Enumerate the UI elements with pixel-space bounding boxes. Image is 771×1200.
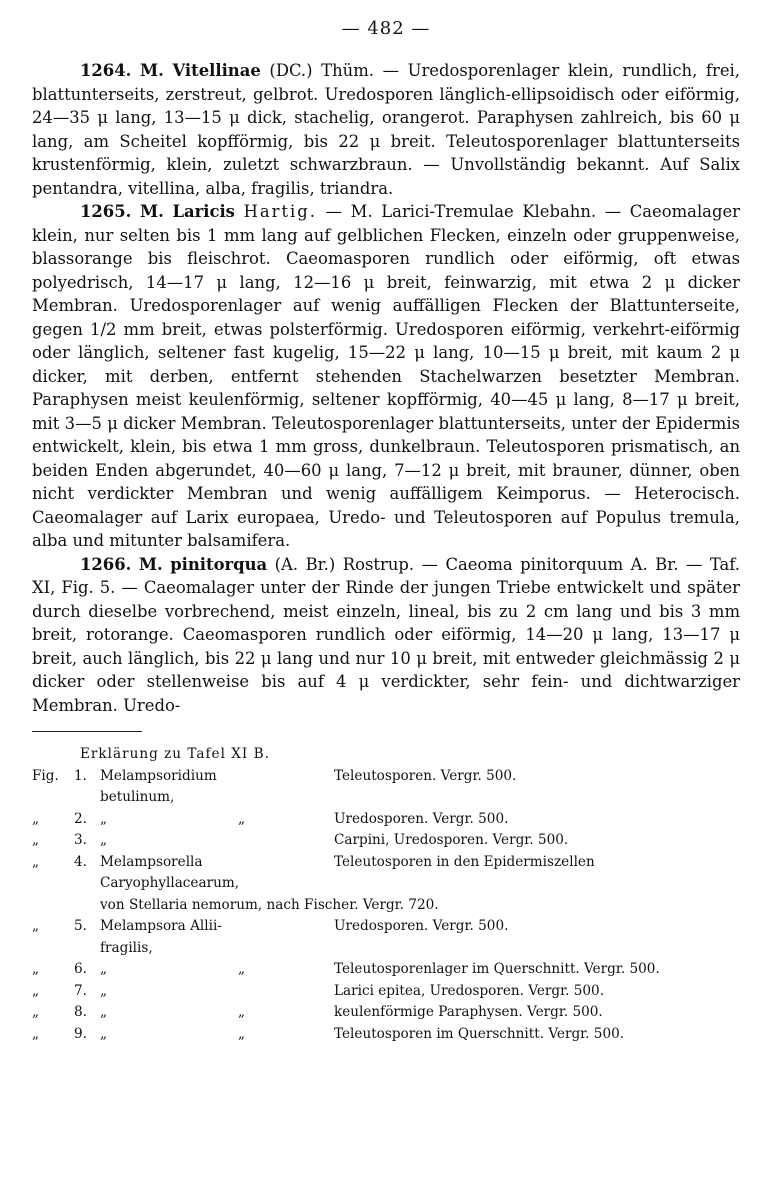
footnote-divider [32, 731, 142, 732]
legend-row [32, 916, 740, 959]
legend-label: „ [32, 832, 40, 848]
legend-rows [32, 766, 740, 1046]
legend-description: keulenförmige Paraphysen. Vergr. 500. [334, 1004, 603, 1020]
legend-description: Teleutosporenlager im Querschnitt. Vergr. 500. [334, 961, 660, 977]
legend-label: „ [32, 853, 40, 870]
legend-ditto: „ [238, 810, 246, 827]
legend-species: „ [100, 1025, 108, 1042]
legend-row [32, 766, 740, 809]
author: Hartig. [243, 202, 317, 221]
entry-number: 1264. [80, 61, 132, 80]
legend-species: „ [100, 832, 108, 848]
legend-row [32, 852, 740, 895]
legend-figure-number: 2. [74, 810, 87, 827]
entry-1264 [32, 59, 740, 200]
genus: M. [139, 61, 164, 80]
legend-description: Teleutosporen im Querschnitt. Vergr. 500. [334, 1025, 625, 1042]
legend-figure-number: 6. [74, 961, 87, 977]
author: (DC.) Thüm. [269, 61, 374, 80]
legend-ditto [238, 766, 334, 809]
legend-ditto: „ [238, 961, 246, 977]
legend-ditto [238, 830, 334, 852]
species-name: Vitellinae [172, 61, 261, 80]
legend-ditto: „ [238, 1004, 246, 1020]
legend-species: „ [100, 961, 108, 977]
legend-figure-number: 8. [74, 1004, 87, 1020]
legend-label: „ [32, 918, 40, 934]
legend-species: „ [100, 810, 108, 827]
legend-figure-number: 3. [74, 832, 87, 848]
legend-description: Uredosporen. Vergr. 500. [334, 918, 509, 934]
legend-row [32, 959, 740, 981]
entry-text: — M. Larici-Tremulae Klebahn. — Caeomalager klein, nur selten bis 1 mm lang auf gelblichen Flecken, einzeln oder gruppenweise, blassorange bis fleischrot. Caeomasporen rundlich oder eiförmig, oft etwas polyedrisch, 14—17 μ lang, 12—16 μ breit, feinwarzig, mit etwa 2 μ dicker Membran. Uredosporenlager auf wenig auffälligen Flecken der Blattunterseite, gegen 1/2 mm breit, etwas polsterförmig. Uredosporen eiförmig, verkehrt-eiförmig oder länglich, seltener fast kugelig, 15—22 μ lang, 10—15 μ breit, mit kaum 2 μ dicker, mit derben, entfernt stehenden Stachelwarzen besetzter Membran. Paraphysen meist keulenförmig, seltener kopfförmig, 40—45 μ lang, 8—17 μ breit, mit 3—5 μ dicker Membran. Teleutosporenlager blattunterseits, unter der Epidermis entwickelt, klein, bis etwa 1 mm gross, dunkelbraun. Teleutosporen prismatisch, an beiden Enden abgerundet, 40—60 μ lang, 7—12 μ breit, mit brauner, dünner, oben nicht verdickter Membran und wenig auffälligem Keimporus. — Heterocisch. Caeomalager auf Larix europaea, Uredo- und Teleutosporen auf Populus tremula, alba und mitunter balsamifera. [32, 202, 740, 550]
legend-species: Melampsora Allii-fragilis, [100, 918, 222, 956]
legend-description: von Stellaria nemorum, nach Fischer. Vergr. 720. [100, 896, 439, 913]
author: (A. Br.) Rostrup. [274, 554, 415, 574]
legend-row [32, 1024, 740, 1046]
legend-figure-number: 9. [74, 1025, 87, 1042]
legend-label: Fig. [32, 767, 59, 784]
entry-text: — Uredosporenlager klein, rundlich, frei, blattunterseits, zerstreut, gelbrot. Uredosporen länglich-ellipsoidisch oder eiförmig, 24—35 μ lang, 13—15 μ dick, stachelig, orangerot. Paraphysen zahlreich, bis 60 μ lang, am Scheitel kopfförmig, bis 22 μ breit. Teleutosporenlager blattunterseits krustenförmig, klein, zuletzt schwarzbraun. — Unvollständig bekannt. Auf Salix pentandra, vitellina, alba, fragilis, triandra. [32, 61, 740, 198]
legend-row [32, 830, 740, 852]
legend-label: „ [32, 810, 40, 827]
legend-description: Larici epitea, Uredosporen. Vergr. 500. [334, 982, 605, 999]
legend-title: Erklärung zu Tafel XI B. [80, 746, 270, 762]
entry-number: 1266. [80, 554, 132, 574]
legend-row [32, 895, 740, 917]
legend-ditto: „ [238, 1025, 246, 1042]
entry-number: 1265. [80, 202, 132, 221]
legend-species: „ [100, 1004, 108, 1020]
genus: M. [139, 202, 164, 221]
legend-species: „ [100, 982, 108, 999]
plate-legend [32, 744, 740, 1045]
species-name: Laricis [172, 202, 235, 221]
legend-species: Melampsorella Caryophyllacearum, [100, 853, 240, 891]
legend-row [32, 981, 740, 1003]
entry-text: — Caeoma pinitorquum A. Br. — Taf. XI, Fig. 5. — Caeomalager unter der Rinde der jungen Triebe entwickelt und später durch dieselbe vorbrechend, meist einzeln, lineal, bis zu 2 cm lang und bis 3 mm breit, rotorange. Caeomasporen rundlich oder eiförmig, 14—20 μ lang, 13—17 μ breit, auch länglich, bis 22 μ lang und nur 10 μ breit, mit entweder gleichmässig 2 μ dicker oder stellenweise bis auf 4 μ verdickter, sehr fein- und dichtwarziger Membran. Uredo- [32, 554, 740, 715]
page-number: — 482 — [341, 18, 431, 39]
legend-description: Uredosporen. Vergr. 500. [334, 810, 509, 827]
legend-row [32, 809, 740, 831]
legend-ditto [238, 916, 334, 959]
legend-label: „ [32, 982, 40, 999]
legend-label: „ [32, 961, 40, 977]
genus: M. [138, 554, 163, 574]
legend-ditto [238, 981, 334, 1003]
legend-figure-number: 4. [74, 853, 87, 870]
legend-figure-number: 1. [74, 767, 87, 784]
legend-description: Carpini, Uredosporen. Vergr. 500. [334, 832, 569, 848]
legend-label: „ [32, 1025, 40, 1042]
legend-label: „ [32, 1004, 40, 1020]
document-page [32, 18, 740, 1045]
legend-ditto [238, 852, 334, 895]
legend-figure-number: 5. [74, 918, 87, 934]
legend-figure-number: 7. [74, 982, 87, 999]
legend-row [32, 1002, 740, 1024]
legend-species: Melampsoridium betulinum, [100, 767, 217, 805]
legend-description: Teleutosporen. Vergr. 500. [334, 767, 517, 784]
legend-description: Teleutosporen in den Epidermiszellen [334, 853, 595, 870]
entry-1265 [32, 200, 740, 553]
species-name: pinitorqua [170, 554, 268, 574]
entry-1266 [32, 553, 740, 718]
